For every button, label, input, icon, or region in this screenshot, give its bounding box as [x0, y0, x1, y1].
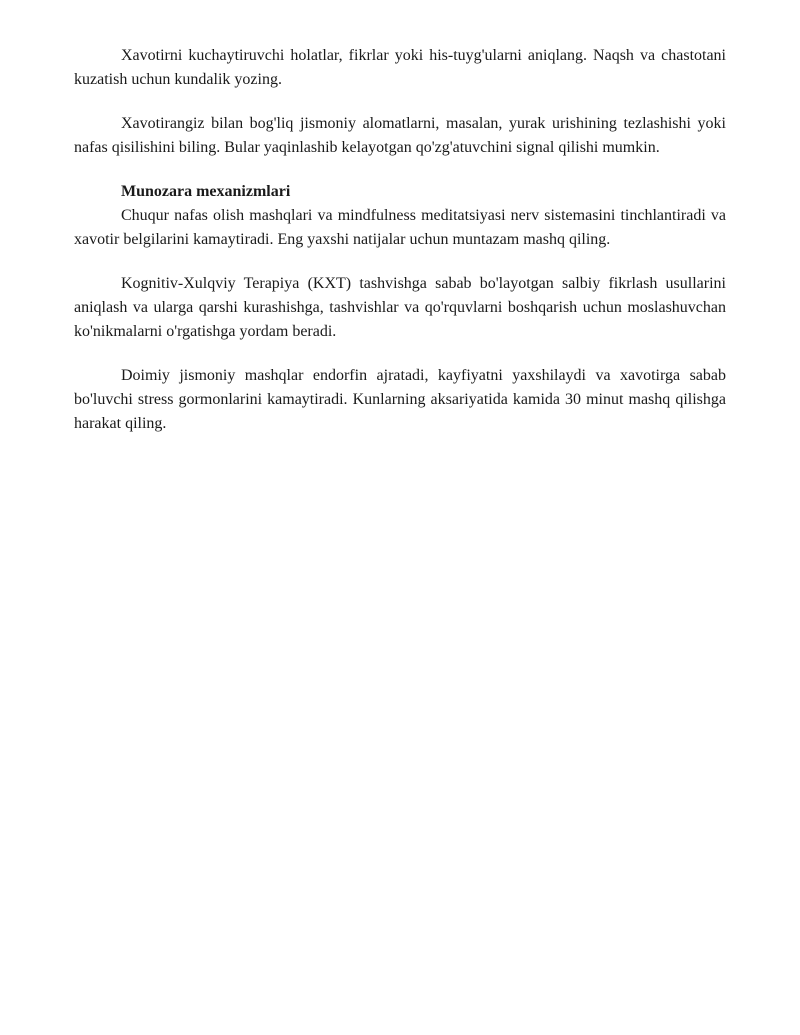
section-heading: Munozara mexanizmlari: [121, 183, 291, 200]
paragraph-cbt: Kognitiv-Xulqviy Terapiya (KXT) tashvishga sabab bo'layotgan salbiy fikrlash usullarini aniqlash va ularga qarshi kurashishga, tashvishlar va qo'rquvlarni boshqarish uchun moslashuvchan ko'nikmalarni o'rgatishga yordam beradi.: [74, 275, 726, 340]
paragraph-exercise: Doimiy jismoniy mashqlar endorfin ajratadi, kayfiyatni yaxshilaydi va xavotirga sabab bo'luvchi stress gormonlarini kamaytiradi. Kunlarning aksariyatida kamida 30 minut mashq qilishga harakat qiling.: [74, 367, 726, 432]
paragraph-breathing: Chuqur nafas olish mashqlari va mindfulness meditatsiyasi nerv sistemasini tinchlantiradi va xavotir belgilarini kamaytiradi. Eng yaxshi natijalar uchun muntazam mashq qiling.: [74, 207, 726, 248]
paragraph-physical-symptoms: Xavotirangiz bilan bog'liq jismoniy alomatlarni, masalan, yurak urishining tezlashishi yoki nafas qisilishini biling. Bular yaqinlashib kelayotgan qo'zg'atuvchini signal qilishi mumkin.: [74, 115, 726, 156]
paragraph-triggers: Xavotirni kuchaytiruvchi holatlar, fikrlar yoki his-tuyg'ularni aniqlang. Naqsh va chastotani kuzatish uchun kundalik yozing.: [74, 47, 726, 88]
document-page: [74, 44, 726, 436]
